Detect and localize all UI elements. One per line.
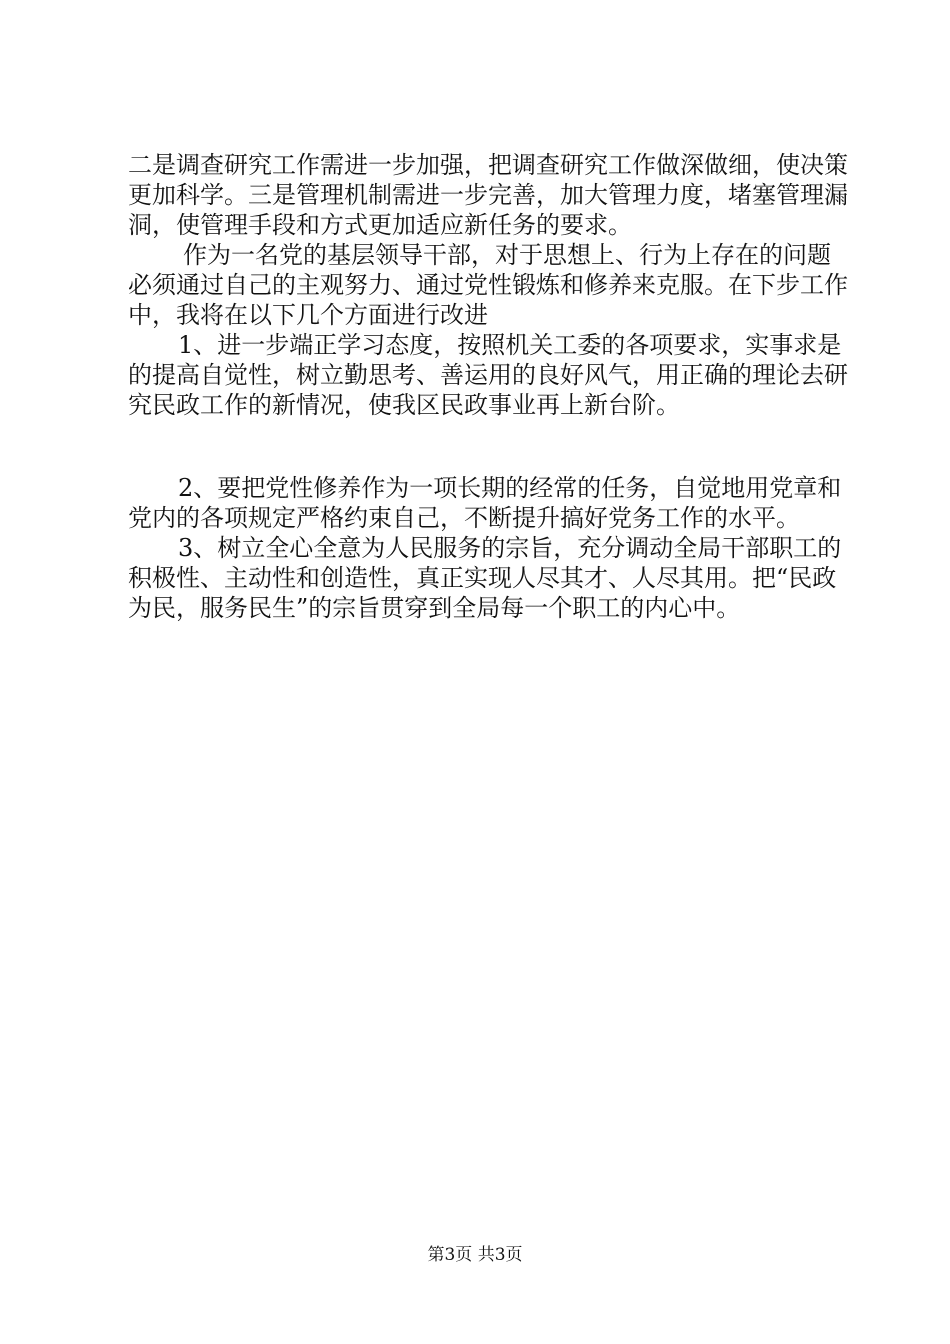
paragraph-spacer: [128, 420, 848, 473]
paragraph-continuation: 二是调查研究工作需进一步加强，把调查研究工作做深做细，使决策更加科学。三是管理机制需进一步完善，加大管理力度，堵塞管理漏洞，使管理手段和方式更加适应新任务的要求。: [128, 151, 848, 239]
paragraph-item-3: 3、树立全心全意为人民服务的宗旨，充分调动全局干部职工的积极性、主动性和创造性，真正实现人尽其才、人尽其用。把“民政为民，服务民生”的宗旨贯穿到全局每一个职工的内心中。: [128, 534, 842, 622]
paragraph-item-2: 2、要把党性修养作为一项长期的经常的任务，自觉地用党章和党内的各项规定严格约束自己，不断提升搞好党务工作的水平。: [128, 474, 842, 532]
page-footer: 第3页 共3页: [427, 1245, 523, 1265]
paragraph-self-reflection: 作为一名党的基层领导干部，对于思想上、行为上存在的问题必须通过自己的主观努力、通过党性锻炼和修养来克服。在下步工作中，我将在以下几个方面进行改进: [128, 241, 848, 329]
paragraph-item-1: 1、进一步端正学习态度，按照机关工委的各项要求，实事求是的提高自觉性，树立勤思考、善运用的良好风气，用正确的理论去研究民政工作的新情况，使我区民政事业再上新台阶。: [128, 331, 848, 419]
document-body: [128, 150, 848, 623]
